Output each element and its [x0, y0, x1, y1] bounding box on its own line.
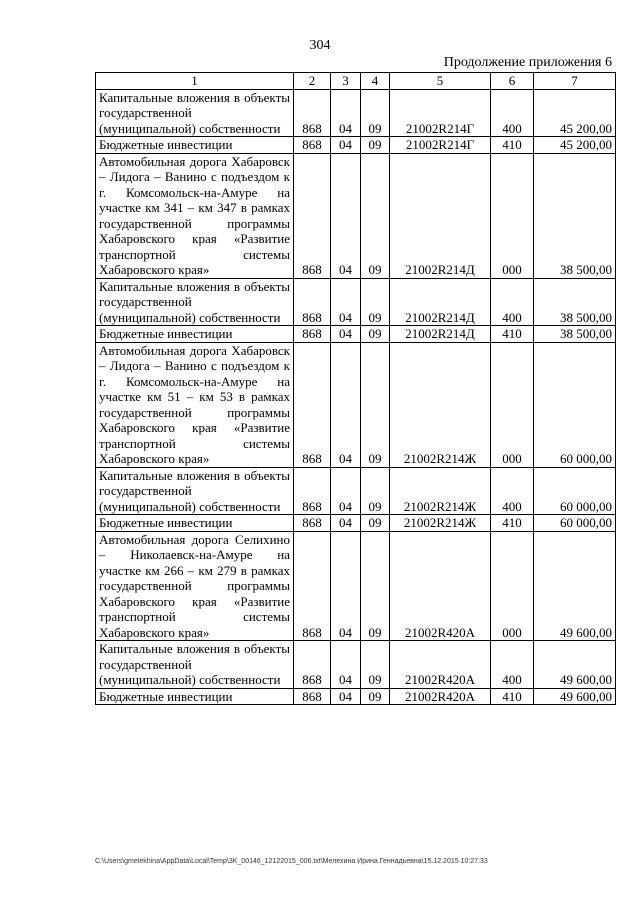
ministry-code-cell: 868	[294, 515, 331, 532]
subsection-code-cell: 09	[361, 531, 390, 641]
amount-cell: 49 600,00	[534, 641, 616, 689]
table-row	[96, 531, 616, 641]
expense-type-cell: 400	[491, 467, 534, 515]
ministry-code-cell: 868	[294, 153, 331, 278]
page-number: 304	[309, 38, 331, 53]
table-header-row	[96, 73, 616, 90]
table-row	[96, 89, 616, 137]
header-col-6: 6	[491, 73, 534, 90]
amount-cell: 45 200,00	[534, 137, 616, 154]
row-name-cell: Автомобильная дорога Хабаровск – Лидога – Ванино с подъездом к г. Комсомольск-на-Амуре на участке км 341 – км 347 в рамках государственной программы Хабаровского края «Развитие транспортной системы Хабаровского края»	[96, 153, 294, 278]
row-name-cell: Бюджетные инвестиции	[96, 137, 294, 154]
table-row	[96, 641, 616, 689]
target-article-cell: 21002R214Д	[390, 153, 491, 278]
expense-type-cell: 410	[491, 137, 534, 154]
subsection-code-cell: 09	[361, 515, 390, 532]
section-code-cell: 04	[331, 137, 361, 154]
ministry-code-cell: 868	[294, 89, 331, 137]
subsection-code-cell: 09	[361, 278, 390, 326]
amount-cell: 49 600,00	[534, 688, 616, 705]
row-name-cell: Бюджетные инвестиции	[96, 326, 294, 343]
section-code-cell: 04	[331, 641, 361, 689]
header-col-3: 3	[331, 73, 361, 90]
section-code-cell: 04	[331, 153, 361, 278]
row-name-cell: Бюджетные инвестиции	[96, 688, 294, 705]
subsection-code-cell: 09	[361, 467, 390, 515]
ministry-code-cell: 868	[294, 326, 331, 343]
expense-type-cell: 400	[491, 89, 534, 137]
expense-type-cell: 410	[491, 515, 534, 532]
section-code-cell: 04	[331, 326, 361, 343]
section-code-cell: 04	[331, 89, 361, 137]
section-code-cell: 04	[331, 467, 361, 515]
budget-table	[95, 72, 616, 705]
table-body	[96, 89, 616, 705]
table-row	[96, 137, 616, 154]
expense-type-cell: 410	[491, 326, 534, 343]
section-code-cell: 04	[331, 342, 361, 467]
row-name-cell: Капитальные вложения в объекты государственной (муниципальной) собственности	[96, 641, 294, 689]
table-row	[96, 515, 616, 532]
ministry-code-cell: 868	[294, 467, 331, 515]
amount-cell: 38 500,00	[534, 326, 616, 343]
ministry-code-cell: 868	[294, 688, 331, 705]
target-article-cell: 21002R420А	[390, 688, 491, 705]
header-col-1: 1	[96, 73, 294, 90]
amount-cell: 45 200,00	[534, 89, 616, 137]
table-row	[96, 326, 616, 343]
header-col-2: 2	[294, 73, 331, 90]
expense-type-cell: 400	[491, 278, 534, 326]
target-article-cell: 21002R214Ж	[390, 515, 491, 532]
amount-cell: 60 000,00	[534, 342, 616, 467]
subsection-code-cell: 09	[361, 153, 390, 278]
target-article-cell: 21002R214Д	[390, 326, 491, 343]
expense-type-cell: 410	[491, 688, 534, 705]
expense-type-cell: 000	[491, 531, 534, 641]
subsection-code-cell: 09	[361, 342, 390, 467]
target-article-cell: 21002R420А	[390, 641, 491, 689]
table-row	[96, 688, 616, 705]
ministry-code-cell: 868	[294, 641, 331, 689]
target-article-cell: 21002R214Г	[390, 89, 491, 137]
file-path-footer: C:\Users\gmelekhina\AppData\Local\Temp\3K_00146_12122015_006.txt\Мелехина Ирина Геннадьевна\15.12.2015 10:27:33	[95, 858, 488, 865]
table-row	[96, 278, 616, 326]
section-code-cell: 04	[331, 688, 361, 705]
subsection-code-cell: 09	[361, 137, 390, 154]
target-article-cell: 21002R214Д	[390, 278, 491, 326]
target-article-cell: 21002R420А	[390, 531, 491, 641]
table-row	[96, 467, 616, 515]
section-code-cell: 04	[331, 515, 361, 532]
ministry-code-cell: 868	[294, 531, 331, 641]
table-row	[96, 153, 616, 278]
amount-cell: 38 500,00	[534, 278, 616, 326]
section-code-cell: 04	[331, 531, 361, 641]
row-name-cell: Капитальные вложения в объекты государственной (муниципальной) собственности	[96, 89, 294, 137]
target-article-cell: 21002R214Г	[390, 137, 491, 154]
header-col-5: 5	[390, 73, 491, 90]
amount-cell: 49 600,00	[534, 531, 616, 641]
amount-cell: 38 500,00	[534, 153, 616, 278]
ministry-code-cell: 868	[294, 137, 331, 154]
amount-cell: 60 000,00	[534, 467, 616, 515]
row-name-cell: Бюджетные инвестиции	[96, 515, 294, 532]
subsection-code-cell: 09	[361, 688, 390, 705]
subsection-code-cell: 09	[361, 89, 390, 137]
expense-type-cell: 000	[491, 342, 534, 467]
target-article-cell: 21002R214Ж	[390, 467, 491, 515]
amount-cell: 60 000,00	[534, 515, 616, 532]
row-name-cell: Капитальные вложения в объекты государственной (муниципальной) собственности	[96, 278, 294, 326]
target-article-cell: 21002R214Ж	[390, 342, 491, 467]
ministry-code-cell: 868	[294, 342, 331, 467]
header-col-7: 7	[534, 73, 616, 90]
section-code-cell: 04	[331, 278, 361, 326]
continuation-label: Продолжение приложения 6	[443, 55, 612, 70]
expense-type-cell: 000	[491, 153, 534, 278]
row-name-cell: Автомобильная дорога Селихино – Николаевск-на-Амуре на участке км 266 – км 279 в рамках государственной программы Хабаровского края «Развитие транспортной системы Хабаровского края»	[96, 531, 294, 641]
header-col-4: 4	[361, 73, 390, 90]
table-row	[96, 342, 616, 467]
expense-type-cell: 400	[491, 641, 534, 689]
subsection-code-cell: 09	[361, 641, 390, 689]
row-name-cell: Автомобильная дорога Хабаровск – Лидога – Ванино с подъездом к г. Комсомольск-на-Амуре на участке км 51 – км 53 в рамках государственной программы Хабаровского края «Развитие транспортной системы Хабаровского края»	[96, 342, 294, 467]
subsection-code-cell: 09	[361, 326, 390, 343]
ministry-code-cell: 868	[294, 278, 331, 326]
row-name-cell: Капитальные вложения в объекты государственной (муниципальной) собственности	[96, 467, 294, 515]
